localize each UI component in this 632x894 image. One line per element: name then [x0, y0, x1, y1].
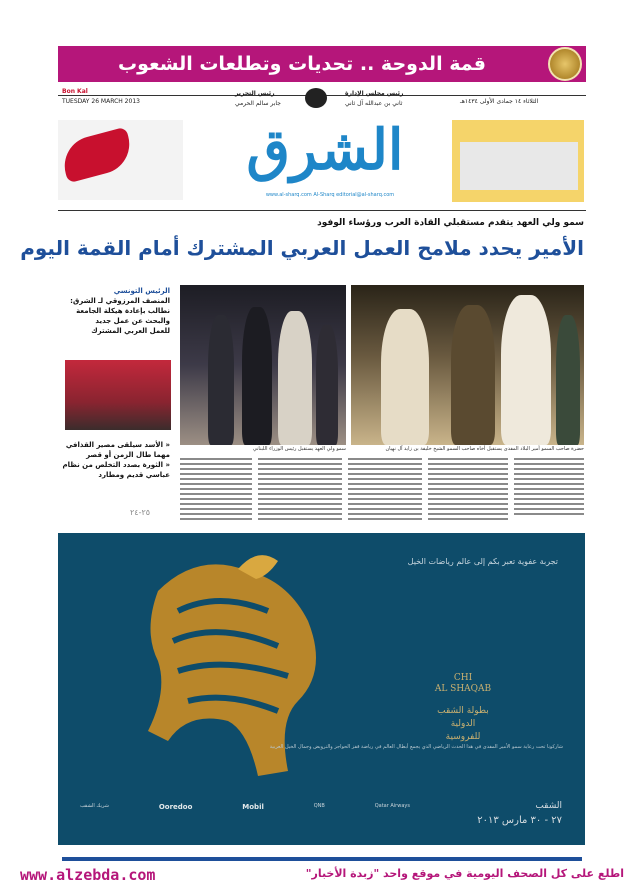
- photo-crown-prince: [180, 285, 346, 445]
- article-column-4: [428, 458, 508, 523]
- main-headline[interactable]: الأمير يحدد ملامح العمل العربي المشترك أمام القمة اليوم: [20, 236, 584, 260]
- article-column-3: [348, 458, 422, 523]
- sidebar-quote: مهما طال الزمن أو قصر: [86, 451, 170, 459]
- caption-photo-a: حضرة صاحب السمو أمير البلاد المفدى يستقبل أخاه صاحب السمو الشيخ خليفة بن زايد آل نهيان: [385, 446, 584, 452]
- sidebar-quote: « الثورة بصدد التخلص من نظام: [62, 461, 170, 469]
- masthead-date-en: TUESDAY 26 MARCH 2013: [62, 98, 140, 105]
- ad-body-text: شاركونا تحت رعاية سمو الأمير المفدى في هذا الحدث الرياضي الذي يجمع أبطال العالم في رياضة قفز الحواجز والترويض وجمال الخيل العربية: [269, 744, 563, 750]
- headline-kicker: سمو ولي العهد يتقدم مستقبلي القادة العرب ورؤساء الوفود: [317, 218, 584, 228]
- banner-title: قمة الدوحة .. تحديات وتطلعات الشعوب: [118, 53, 486, 75]
- sidebar-interview-title[interactable]: [62, 286, 170, 336]
- photo-emir: [351, 285, 584, 445]
- top-banner: [58, 46, 586, 82]
- sidebar-quotes: [62, 440, 170, 480]
- summit-emblem-icon: [548, 47, 582, 81]
- masthead-chairman-name: ثاني بن عبدالله آل ثاني: [345, 100, 403, 107]
- ad-logo-ar-line: للفروسية: [445, 732, 481, 742]
- article-column-5: [514, 458, 584, 518]
- masthead-chairman-label: رئيس مجلس الإدارة: [345, 90, 404, 97]
- ad-sponsors: [80, 803, 410, 811]
- masthead-editor-name: جابر سالم الحرمي: [235, 100, 281, 107]
- article-column-2: [258, 458, 342, 523]
- sidebar-line: نطالب بإعادة هيكلة الجامعة: [76, 307, 170, 315]
- masthead-rule-bottom: [58, 210, 586, 211]
- ad-logo-ar-line: الدولية: [450, 719, 476, 729]
- sidebar-line: والبحث عن عمل جديد: [95, 317, 170, 325]
- footer-promo-text: اطلع على كل الصحف اليومية في موقع واحد "زبدة الأخبار": [305, 867, 624, 880]
- sidebar-line: المنصف المرزوقي لـ الشرق:: [70, 297, 170, 305]
- ad-right-image: [460, 142, 578, 190]
- footer-url-link[interactable]: www.alzebda.com: [20, 866, 156, 884]
- equestrian-advertisement[interactable]: [58, 533, 585, 845]
- masthead-ad-right[interactable]: [452, 120, 584, 202]
- sponsor-logo: Ooredoo: [158, 803, 193, 811]
- ad-tagline: تجربة عفوية تعبر بكم إلى عالم رياضات الخيل: [407, 557, 558, 566]
- masthead-editor-label: رئيس التحرير: [235, 90, 275, 97]
- caption-photo-b: سمو ولي العهد يستقبل رئيس الوزراء اللبناني: [252, 446, 346, 452]
- sidebar-quote: « الأسد سيلقى مصير القذافي: [65, 441, 170, 449]
- sidebar-page-ref: ٢٥-٢٤: [130, 508, 151, 517]
- sponsor-logo: Qatar Airways: [374, 803, 410, 809]
- article-column-1: [180, 458, 252, 523]
- sponsor-logo: QNB: [313, 803, 325, 809]
- sponsor-logo: Mobil: [242, 803, 264, 811]
- masthead-crest-icon: [305, 88, 327, 108]
- sidebar-quote: عباسي قديم ومطارد: [98, 471, 170, 479]
- ad-logo-en-line: AL SHAQAB: [434, 684, 492, 694]
- newspaper-logo[interactable]: الشرق: [246, 117, 404, 183]
- logo-subtitle: www.al-sharq.com Al-Sharq editorial@al-sharq.com: [265, 192, 395, 198]
- masthead-left-label: Bon Kal: [62, 88, 88, 95]
- masthead-date-ar: الثلاثاء ١٤ جمادى الأولى ١٤٣٤هـ: [460, 98, 539, 105]
- ad-dates: ٢٧ - ٣٠ مارس ٢٠١٣: [477, 815, 562, 826]
- ad-logo-ar: [418, 705, 508, 744]
- footer-rule: [62, 857, 582, 861]
- sidebar-line: للعمل العربي المشترك: [91, 327, 170, 335]
- ad-venue: الشقب: [535, 801, 562, 811]
- ad-logo-ar-line: بطولة الشقب: [437, 706, 489, 716]
- ad-logo-en-line: CHI: [453, 673, 473, 683]
- sidebar-line: الرئيس التونسي: [113, 287, 170, 295]
- sidebar-portrait-photo: [65, 360, 171, 430]
- ad-logo-en: [418, 673, 508, 695]
- sponsor-logo: شريك الشقب: [80, 803, 109, 809]
